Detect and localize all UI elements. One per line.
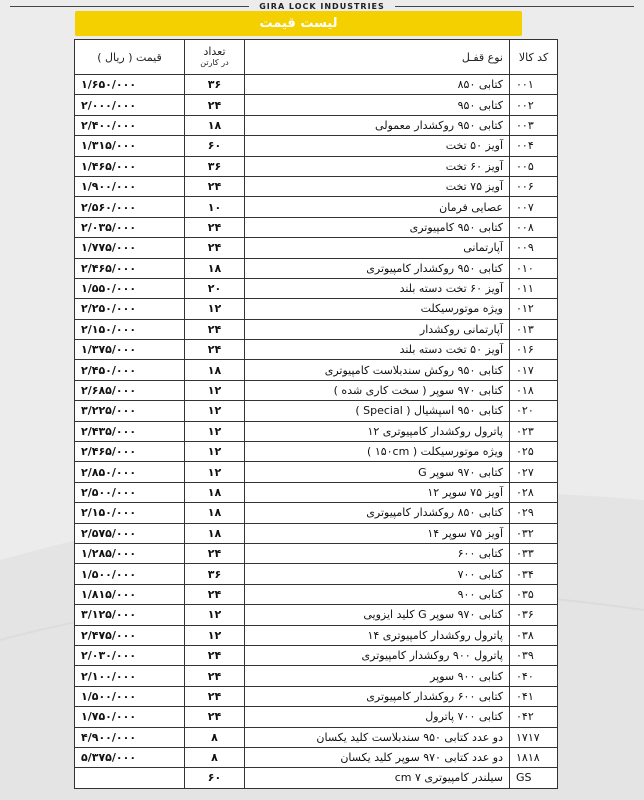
cell-qty: ۲۰	[185, 278, 245, 298]
table-row	[75, 482, 558, 502]
cell-name: آپارتمانی روکشدار	[245, 319, 510, 339]
cell-name: آویز ۷۵ سوپر ۱۴	[245, 523, 510, 543]
cell-price: ۲/۰۳۵/۰۰۰	[75, 217, 185, 237]
cell-name: ویژه موتورسیکلت ( ۱۵۰cm )	[245, 442, 510, 462]
cell-price: ۱/۷۵۰/۰۰۰	[75, 707, 185, 727]
cell-price: ۱/۳۱۵/۰۰۰	[75, 136, 185, 156]
cell-name: ویژه موتورسیکلت	[245, 299, 510, 319]
cell-code: ۰۲۰	[510, 401, 558, 421]
cell-qty: ۱۲	[185, 625, 245, 645]
price-table	[74, 39, 558, 789]
cell-name: عصایی فرمان	[245, 197, 510, 217]
cell-qty: ۲۴	[185, 176, 245, 196]
cell-price: ۲/۰۰۰/۰۰۰	[75, 95, 185, 115]
cell-name: پاترول ۹۰۰ روکشدار کامپیوتری	[245, 645, 510, 665]
cell-price: ۲/۴۵۰/۰۰۰	[75, 360, 185, 380]
cell-price: ۱/۸۱۵/۰۰۰	[75, 584, 185, 604]
table-row	[75, 605, 558, 625]
cell-price: ۲/۵۶۰/۰۰۰	[75, 197, 185, 217]
header-code: کد کالا	[510, 40, 558, 75]
cell-qty: ۲۴	[185, 238, 245, 258]
cell-price: ۳/۱۲۵/۰۰۰	[75, 605, 185, 625]
cell-code: ۰۰۲	[510, 95, 558, 115]
cell-qty: ۱۲	[185, 299, 245, 319]
cell-code: ۰۲۹	[510, 503, 558, 523]
cell-qty: ۸	[185, 747, 245, 767]
cell-qty: ۸	[185, 727, 245, 747]
table-row	[75, 625, 558, 645]
table-header-row	[75, 40, 558, 75]
cell-name: کتابی ۹۷۰ سوپر ( سخت کاری شده )	[245, 380, 510, 400]
cell-code: ۰۰۸	[510, 217, 558, 237]
cell-price: ۲/۸۵۰/۰۰۰	[75, 462, 185, 482]
cell-price: ۲/۵۰۰/۰۰۰	[75, 482, 185, 502]
cell-qty: ۱۲	[185, 462, 245, 482]
cell-qty: ۱۸	[185, 503, 245, 523]
cell-code: ۰۰۵	[510, 156, 558, 176]
cell-qty: ۱۸	[185, 482, 245, 502]
cell-code: ۰۴۲	[510, 707, 558, 727]
header-name: نوع قفـل	[245, 40, 510, 75]
cell-name: آویز ۷۵ تخت	[245, 176, 510, 196]
cell-price: ۲/۶۸۵/۰۰۰	[75, 380, 185, 400]
table-row	[75, 115, 558, 135]
cell-code: ۰۱۱	[510, 278, 558, 298]
cell-price: ۵/۳۷۵/۰۰۰	[75, 747, 185, 767]
table-row	[75, 380, 558, 400]
cell-price: ۲/۴۳۵/۰۰۰	[75, 421, 185, 441]
cell-price: ۱/۵۵۰/۰۰۰	[75, 278, 185, 298]
cell-qty: ۱۲	[185, 401, 245, 421]
cell-code: ۰۳۶	[510, 605, 558, 625]
cell-name: کتابی ۹۵۰ روکشدار معمولی	[245, 115, 510, 135]
table-row	[75, 299, 558, 319]
table-row	[75, 747, 558, 767]
cell-qty: ۳۶	[185, 564, 245, 584]
cell-qty: ۱۸	[185, 360, 245, 380]
brand-name: GIRA LOCK INDUSTRIES	[259, 1, 385, 11]
cell-code: ۰۳۲	[510, 523, 558, 543]
header-price: قیمت ( ریال )	[75, 40, 185, 75]
cell-code: ۰۰۹	[510, 238, 558, 258]
cell-price: ۱/۵۰۰/۰۰۰	[75, 686, 185, 706]
cell-price: ۲/۴۷۵/۰۰۰	[75, 625, 185, 645]
cell-code: ۰۱۰	[510, 258, 558, 278]
table-row	[75, 523, 558, 543]
cell-name: آپارتمانی	[245, 238, 510, 258]
cell-price: ۱/۲۸۵/۰۰۰	[75, 543, 185, 563]
cell-name: آویز ۶۰ تخت	[245, 156, 510, 176]
table-row	[75, 340, 558, 360]
cell-code: ۰۳۳	[510, 543, 558, 563]
table-row	[75, 238, 558, 258]
cell-code: GS	[510, 768, 558, 788]
cell-qty: ۱۰	[185, 197, 245, 217]
cell-code: ۰۰۷	[510, 197, 558, 217]
cell-qty: ۲۴	[185, 645, 245, 665]
cell-qty: ۳۶	[185, 75, 245, 95]
table-row	[75, 75, 558, 95]
cell-name: دو عدد کتابی ۹۵۰ سندبلاست کلید یکسان	[245, 727, 510, 747]
cell-price: ۳/۲۲۵/۰۰۰	[75, 401, 185, 421]
table-row	[75, 319, 558, 339]
table-row	[75, 564, 558, 584]
cell-code: ۰۱۷	[510, 360, 558, 380]
cell-price: ۲/۱۵۰/۰۰۰	[75, 319, 185, 339]
cell-name: کتابی ۹۵۰ روکش سندبلاست کامپیوتری	[245, 360, 510, 380]
cell-name: کتابی ۹۷۰ سوپر G کلید ایزویی	[245, 605, 510, 625]
cell-name: کتابی ۹۵۰ روکشدار کامپیوتری	[245, 258, 510, 278]
cell-code: ۰۳۵	[510, 584, 558, 604]
table-row	[75, 197, 558, 217]
cell-name: آویز ۵۰ تخت	[245, 136, 510, 156]
table-row	[75, 503, 558, 523]
cell-code: ۰۲۵	[510, 442, 558, 462]
cell-code: ۰۰۱	[510, 75, 558, 95]
cell-code: ۰۳۸	[510, 625, 558, 645]
table-row	[75, 543, 558, 563]
cell-qty: ۲۴	[185, 666, 245, 686]
cell-price: ۴/۹۰۰/۰۰۰	[75, 727, 185, 747]
cell-code: ۱۷۱۷	[510, 727, 558, 747]
cell-qty: ۲۴	[185, 707, 245, 727]
table-row	[75, 462, 558, 482]
table-row	[75, 707, 558, 727]
table-row	[75, 666, 558, 686]
table-row	[75, 686, 558, 706]
cell-price: ۲/۱۵۰/۰۰۰	[75, 503, 185, 523]
cell-name: آویز ۷۵ سوپر ۱۲	[245, 482, 510, 502]
cell-name: کتابی ۹۷۰ سوپر G	[245, 462, 510, 482]
table-row	[75, 278, 558, 298]
cell-name: پاترول روکشدار کامپیوتری ۱۲	[245, 421, 510, 441]
cell-price: ۲/۰۳۰/۰۰۰	[75, 645, 185, 665]
cell-price: ۱/۶۵۰/۰۰۰	[75, 75, 185, 95]
header-qty-sublabel: در کارتن	[200, 58, 229, 67]
cell-price: ۲/۴۶۵/۰۰۰	[75, 442, 185, 462]
table-row	[75, 442, 558, 462]
table-row	[75, 156, 558, 176]
table-row	[75, 727, 558, 747]
cell-name: سیلندر کامپیوتری ۷ cm	[245, 768, 510, 788]
table-row	[75, 176, 558, 196]
cell-code: ۰۲۸	[510, 482, 558, 502]
cell-qty: ۲۴	[185, 95, 245, 115]
cell-price: ۲/۵۷۵/۰۰۰	[75, 523, 185, 543]
cell-qty: ۱۲	[185, 605, 245, 625]
cell-price: ۲/۴۰۰/۰۰۰	[75, 115, 185, 135]
cell-code: ۰۴۰	[510, 666, 558, 686]
cell-qty: ۱۸	[185, 258, 245, 278]
cell-qty: ۶۰	[185, 136, 245, 156]
cell-code: ۰۱۶	[510, 340, 558, 360]
cell-code: ۰۳۴	[510, 564, 558, 584]
cell-name: پاترول روکشدار کامپیوتری ۱۴	[245, 625, 510, 645]
cell-code: ۰۳۹	[510, 645, 558, 665]
cell-qty: ۱۸	[185, 523, 245, 543]
cell-qty: ۲۴	[185, 217, 245, 237]
cell-price: ۲/۲۵۰/۰۰۰	[75, 299, 185, 319]
cell-name: کتابی ۹۵۰ کامپیوتری	[245, 217, 510, 237]
cell-qty: ۲۴	[185, 543, 245, 563]
cell-price: ۲/۴۶۵/۰۰۰	[75, 258, 185, 278]
cell-qty: ۲۴	[185, 340, 245, 360]
cell-code: ۰۱۳	[510, 319, 558, 339]
cell-name: کتابی ۹۰۰	[245, 584, 510, 604]
brand-divider-left	[10, 6, 249, 7]
cell-price: ۱/۹۰۰/۰۰۰	[75, 176, 185, 196]
header-qty	[185, 40, 245, 75]
cell-price: ۱/۴۶۵/۰۰۰	[75, 156, 185, 176]
cell-code: ۰۲۷	[510, 462, 558, 482]
cell-price: ۱/۳۷۵/۰۰۰	[75, 340, 185, 360]
table-row	[75, 645, 558, 665]
table-row	[75, 421, 558, 441]
cell-price: ۲/۱۰۰/۰۰۰	[75, 666, 185, 686]
cell-qty: ۳۶	[185, 156, 245, 176]
cell-name: کتابی ۸۵۰	[245, 75, 510, 95]
cell-qty: ۶۰	[185, 768, 245, 788]
table-row	[75, 401, 558, 421]
cell-name: کتابی ۹۵۰	[245, 95, 510, 115]
cell-qty: ۲۴	[185, 584, 245, 604]
cell-price: ۱/۵۰۰/۰۰۰	[75, 564, 185, 584]
cell-qty: ۱۲	[185, 380, 245, 400]
brand-divider-right	[395, 6, 634, 7]
cell-qty: ۱۲	[185, 442, 245, 462]
cell-code: ۰۰۳	[510, 115, 558, 135]
cell-code: ۰۲۳	[510, 421, 558, 441]
cell-name: دو عدد کتابی ۹۷۰ سوپر کلید یکسان	[245, 747, 510, 767]
cell-code: ۰۴۱	[510, 686, 558, 706]
cell-name: کتابی ۷۰۰	[245, 564, 510, 584]
table-row	[75, 217, 558, 237]
title-banner	[75, 11, 522, 36]
cell-price: ۱/۷۷۵/۰۰۰	[75, 238, 185, 258]
table-row	[75, 258, 558, 278]
cell-price	[75, 768, 185, 788]
table-row	[75, 360, 558, 380]
table-row	[75, 136, 558, 156]
cell-qty: ۱۸	[185, 115, 245, 135]
cell-name: کتابی ۶۰۰ روکشدار کامپیوتری	[245, 686, 510, 706]
cell-code: ۱۸۱۸	[510, 747, 558, 767]
cell-name: کتابی ۷۰۰ پاترول	[245, 707, 510, 727]
cell-code: ۰۰۶	[510, 176, 558, 196]
cell-name: کتابی ۹۰۰ سوپر	[245, 666, 510, 686]
cell-name: آویز ۶۰ تخت دسته بلند	[245, 278, 510, 298]
cell-code: ۰۰۴	[510, 136, 558, 156]
cell-code: ۰۱۲	[510, 299, 558, 319]
header-qty-label: تعداد	[203, 45, 226, 58]
page-title: لیست قیمت	[259, 16, 338, 31]
cell-name: کتابی ۸۵۰ روکشدار کامپیوتری	[245, 503, 510, 523]
table-row	[75, 95, 558, 115]
table-row	[75, 768, 558, 788]
cell-qty: ۲۴	[185, 319, 245, 339]
cell-qty: ۲۴	[185, 686, 245, 706]
cell-name: کتابی ۹۵۰ اسپشیال ( Special )	[245, 401, 510, 421]
cell-name: کتابی ۶۰۰	[245, 543, 510, 563]
cell-code: ۰۱۸	[510, 380, 558, 400]
cell-qty: ۱۲	[185, 421, 245, 441]
table-row	[75, 584, 558, 604]
cell-name: آویز ۵۰ تخت دسته بلند	[245, 340, 510, 360]
